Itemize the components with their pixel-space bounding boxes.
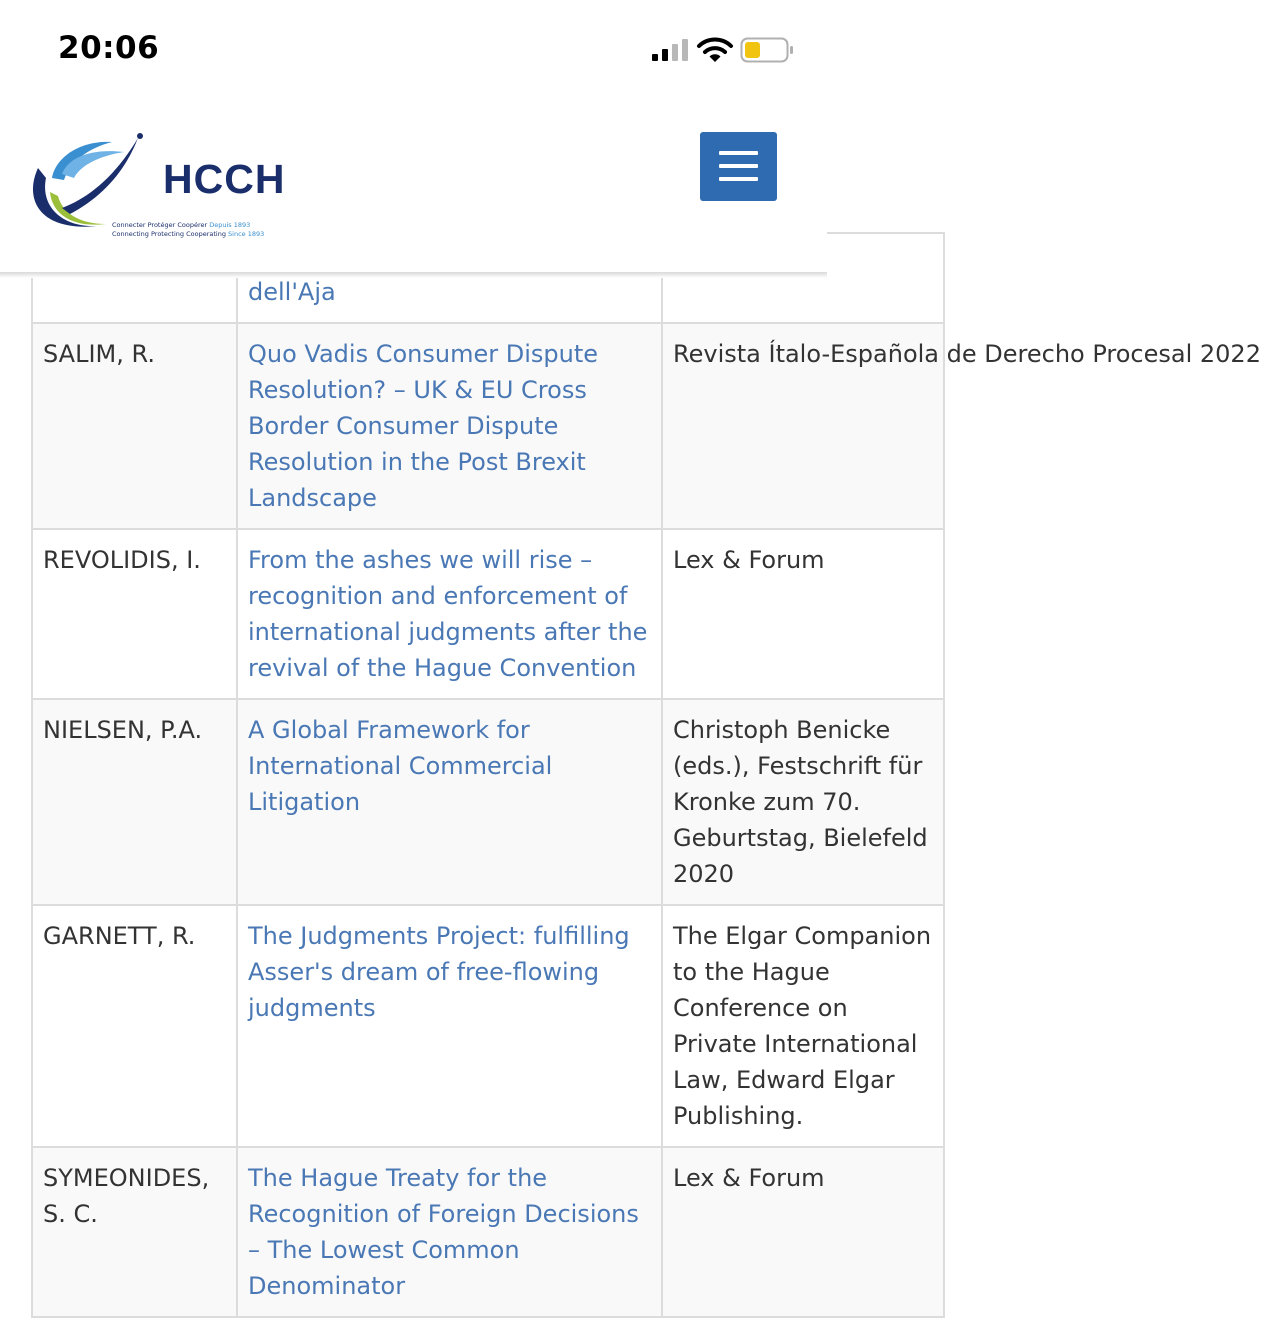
table-cell-source: Lex & Forum	[662, 1147, 944, 1317]
tagline-en: Connecting Protecting Cooperating	[112, 230, 226, 238]
status-bar	[0, 0, 827, 100]
publication-title-link[interactable]: Quo Vadis Consumer Dispute Resolution? – UK & EU Cross Border Consumer Dispute Resolution in the Post Brexit Landscape	[237, 323, 662, 529]
cellular-signal-icon	[651, 38, 691, 62]
logo-tagline	[112, 221, 264, 239]
table-cell-author: REVOLIDIS, I.	[32, 529, 237, 699]
tagline-fr: Connecter Protéger Coopérer	[112, 221, 208, 229]
table-cell-source: Revista Ítalo-Española de Derecho Procesal 2022	[662, 323, 944, 529]
status-time: 20:06	[58, 30, 160, 66]
menu-bar-icon	[719, 164, 758, 168]
hcch-logo-text[interactable]: HCCH	[163, 156, 286, 202]
tagline-fr-since: Depuis 1893	[209, 221, 251, 229]
publication-title-link[interactable]: From the ashes we will rise – recognition and enforcement of international judgments after the revival of the Hague Convention	[237, 529, 662, 699]
wifi-icon	[697, 36, 733, 64]
publication-title-link[interactable]: The Judgments Project: fulfilling Asser's dream of free-flowing judgments	[237, 905, 662, 1147]
hamburger-menu-button[interactable]	[700, 132, 777, 201]
tagline-en-since: Since 1893	[228, 230, 265, 238]
publications-table	[31, 232, 1261, 1318]
table-cell-author: NIELSEN, P.A.	[32, 699, 237, 905]
header-shadow	[0, 272, 827, 278]
menu-bar-icon	[719, 151, 758, 155]
table-row	[32, 905, 944, 1147]
table-cell-source: Lex & Forum	[662, 529, 944, 699]
menu-bar-icon	[719, 177, 758, 181]
table-row	[32, 529, 944, 699]
table-row	[32, 699, 944, 905]
publication-title-link[interactable]: A Global Framework for International Commercial Litigation	[237, 699, 662, 905]
table-cell-author: SYMEONIDES, S. C.	[32, 1147, 237, 1317]
table-row	[32, 1147, 944, 1317]
table-cell-source: Christoph Benicke (eds.), Festschrift für Kronke zum 70. Geburtstag, Bielefeld 2020	[662, 699, 944, 905]
battery-icon	[740, 37, 794, 63]
publication-title-link[interactable]: The Hague Treaty for the Recognition of Foreign Decisions – The Lowest Common Denominator	[237, 1147, 662, 1317]
table-row	[32, 323, 944, 529]
table-cell-source: The Elgar Companion to the Hague Conference on Private International Law, Edward Elgar Publishing.	[662, 905, 944, 1147]
partial-title-link[interactable]: dell'Aja	[248, 278, 336, 306]
table-cell-author: GARNETT, R.	[32, 905, 237, 1147]
table-cell-author: SALIM, R.	[32, 323, 237, 529]
